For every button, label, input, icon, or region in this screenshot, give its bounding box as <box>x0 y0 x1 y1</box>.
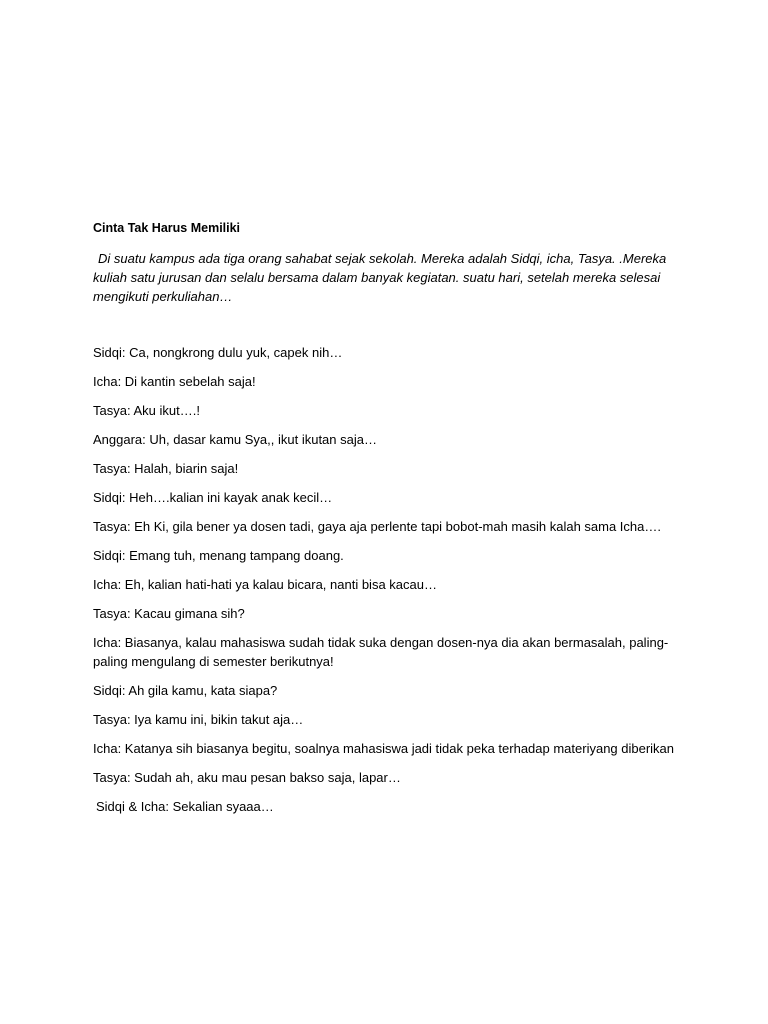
dialogue-line: Sidqi: Emang tuh, menang tampang doang. <box>93 548 344 563</box>
dialogue-line: Icha: Eh, kalian hati-hati ya kalau bicara, nanti bisa kacau… <box>93 577 437 592</box>
dialogue-line: Tasya: Kacau gimana sih? <box>93 606 245 621</box>
dialogue-line: Tasya: Iya kamu ini, bikin takut aja… <box>93 712 304 727</box>
dialogue-line: Icha: Katanya sih biasanya begitu, soalnya mahasiswa jadi tidak peka terhadap materiyang diberikan <box>93 741 675 756</box>
dialogue-line: Tasya: Halah, biarin saja! <box>93 461 239 476</box>
dialogue-line: Tasya: Aku ikut….! <box>93 403 200 418</box>
document-page <box>93 219 683 826</box>
dialogue-line: Sidqi: Heh….kalian ini kayak anak kecil… <box>93 490 333 505</box>
dialogue-line: Sidqi & Icha: Sekalian syaaa… <box>96 799 274 814</box>
dialogue-line: Icha: Biasanya, kalau mahasiswa sudah tidak suka dengan dosen-nya dia akan bermasalah, paling-paling mengulang di semester berikutnya! <box>93 635 669 669</box>
intro-paragraph: Di suatu kampus ada tiga orang sahabat sejak sekolah. Mereka adalah Sidqi, icha, Tasya. .Mereka kuliah satu jurusan dan selalu bersama dalam banyak kegiatan. suatu hari, setelah mereka selesai mengikuti perkuliahan… <box>93 251 667 304</box>
document-title: Cinta Tak Harus Memiliki <box>93 221 241 235</box>
dialogue-line: Sidqi: Ah gila kamu, kata siapa? <box>93 683 278 698</box>
dialogue-line: Tasya: Eh Ki, gila bener ya dosen tadi, gaya aja perlente tapi bobot-mah masih kalah sama Icha…. <box>93 519 661 534</box>
dialogue-line: Tasya: Sudah ah, aku mau pesan bakso saja, lapar… <box>93 770 401 785</box>
dialogue <box>93 343 683 816</box>
dialogue-line: Sidqi: Ca, nongkrong dulu yuk, capek nih… <box>93 345 343 360</box>
dialogue-line: Anggara: Uh, dasar kamu Sya,, ikut ikutan saja… <box>93 432 377 447</box>
dialogue-line: Icha: Di kantin sebelah saja! <box>93 374 256 389</box>
